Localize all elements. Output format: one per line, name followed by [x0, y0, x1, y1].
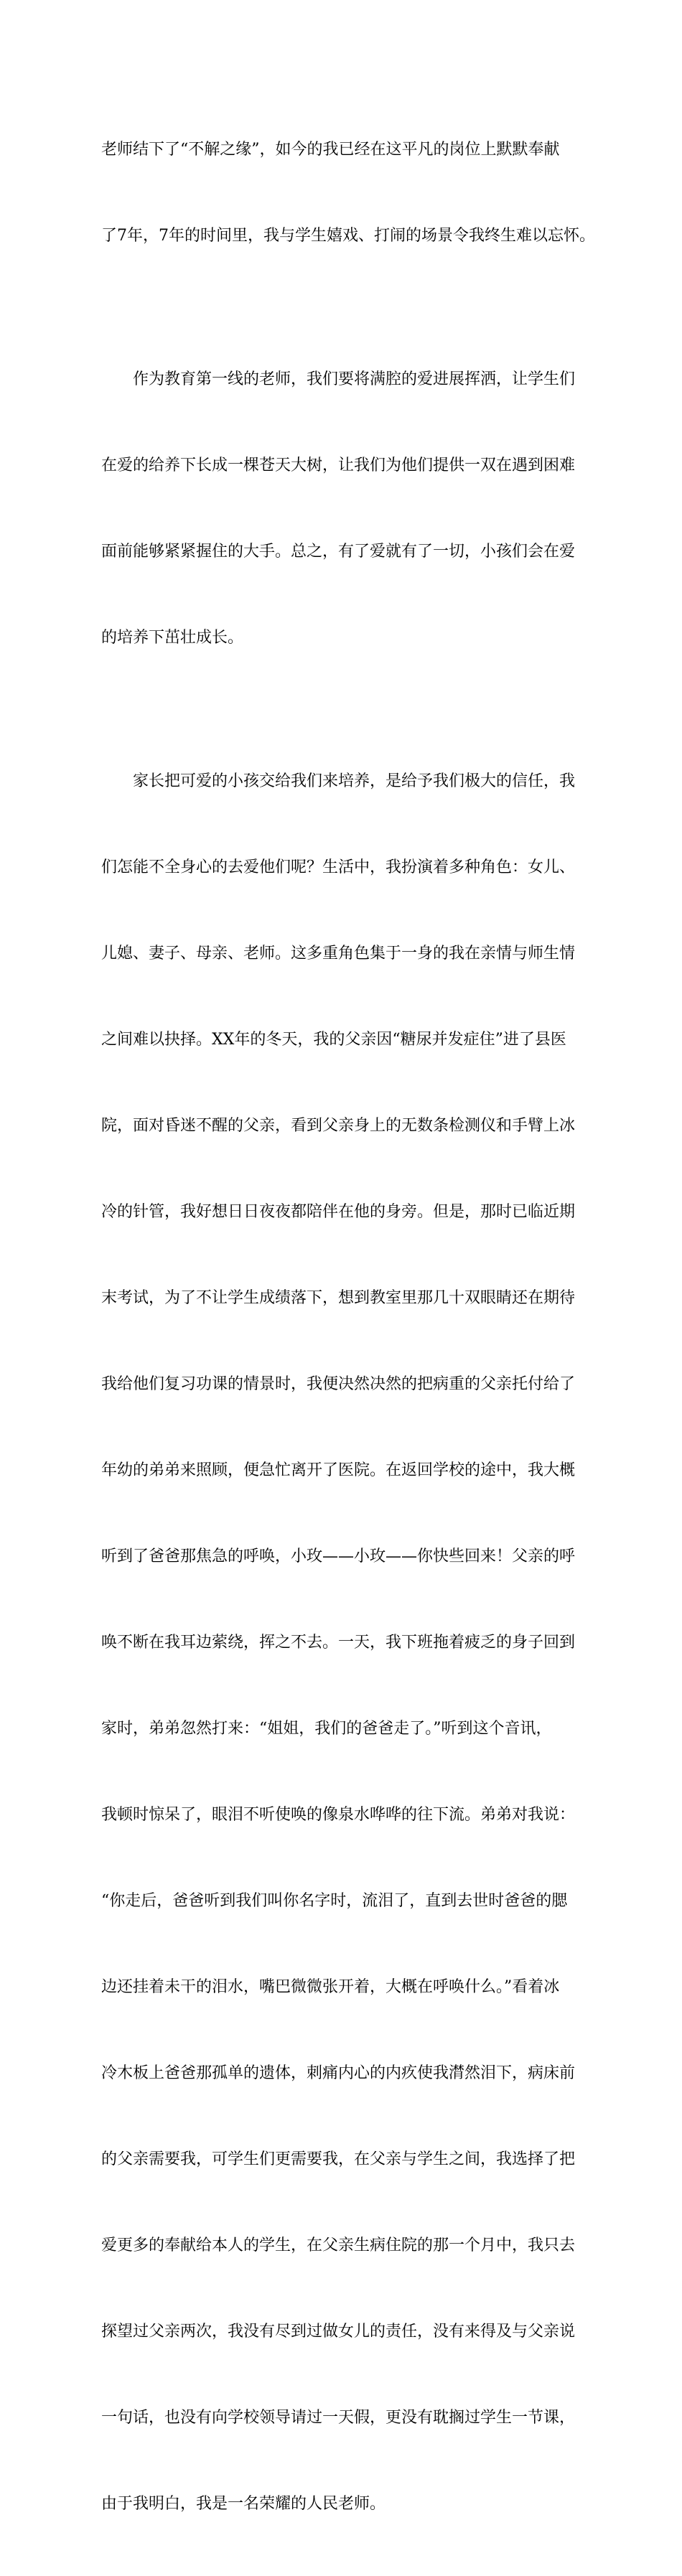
- paragraph-1: [101, 78, 595, 308]
- text-line: 探望过父亲两次，我没有尽到过做女儿的责任，没有来得及与父亲说: [101, 2323, 576, 2341]
- text-line: “你走后，爸爸听到我们叫你名字时，流泪了，直到去世时爸爸的腮: [101, 1892, 568, 1910]
- text-line: 老师结下了“不解之缘”，如今的我已经在这平凡的岗位上默默奉献: [101, 141, 560, 159]
- text-line: 我顿时惊呆了，眼泪不听使唤的像泉水哗哗的往下流。弟弟对我说：: [101, 1806, 576, 1824]
- text-line: 年幼的弟弟来照顾，便急忙离开了医院。在返回学校的途中，我大概: [101, 1461, 576, 1479]
- text-line: 们怎能不全身心的去爱他们呢？生活中，我扮演着多种角色：女儿、: [101, 858, 576, 876]
- text-line: 儿媳、妻子、母亲、老师。这多重角色集于一身的我在亲情与师生情: [101, 945, 576, 963]
- text-line: 家长把可爱的小孩交给我们来培养，是给予我们极大的信任，我: [133, 772, 576, 790]
- text-line: 末考试，为了不让学生成绩落下，想到教室里那几十双眼睛还在期待: [101, 1289, 576, 1307]
- text-line: 院，面对昏迷不醒的父亲，看到父亲身上的无数条检测仪和手臂上冰: [101, 1117, 576, 1135]
- text-line: 的父亲需要我，可学生们更需要我，在父亲与学生之间，我选择了把: [101, 2150, 576, 2168]
- text-line: 一句话，也没有向学校领导请过一天假，更没有耽搁过学生一节课，: [101, 2409, 576, 2427]
- paragraph-2: [101, 308, 582, 710]
- paragraph-3: [101, 710, 582, 2576]
- text-line: 之间难以抉择。XX年的冬天，我的父亲因“糖尿并发症住”进了县医: [101, 1031, 566, 1049]
- text-line: 家时，弟弟忽然打来：“姐姐，我们的爸爸走了。”听到这个音讯，: [101, 1720, 552, 1738]
- text-line: 的培养下茁壮成长。: [101, 629, 244, 647]
- text-line: 冷木板上爸爸那孤单的遗体，刺痛内心的内疚使我潸然泪下，病床前: [101, 2064, 576, 2082]
- text-line: 边还挂着未干的泪水，嘴巴微微张开着，大概在呼唤什么。”看着冰: [101, 1978, 560, 1996]
- text-line: 爱更多的奉献给本人的学生，在父亲生病住院的那一个月中，我只去: [101, 2237, 576, 2254]
- text-line: 听到了爸爸那焦急的呼唤，小玫——小玫——你快些回来！父亲的呼: [101, 1547, 576, 1565]
- body-text: [101, 78, 595, 2576]
- text-line: 作为教育第一线的老师，我们要将满腔的爱进展挥洒，让学生们: [133, 370, 576, 388]
- text-line: 面前能够紧紧握住的大手。总之，有了爱就有了一切，小孩们会在爱: [101, 543, 576, 561]
- text-line: 由于我明白，我是一名荣耀的人民老师。: [101, 2495, 386, 2513]
- text-line: 了7年，7年的时间里，我与学生嬉戏、打闹的场景令我终生难以忘怀。: [101, 227, 595, 245]
- text-line: 冷的针管，我好想日日夜夜都陪伴在他的身旁。但是，那时已临近期: [101, 1203, 576, 1221]
- text-line: 在爱的给养下长成一棵苍天大树，让我们为他们提供一双在遇到困难: [101, 456, 576, 474]
- text-line: 我给他们复习功课的情景时，我便决然决然的把病重的父亲托付给了: [101, 1375, 576, 1393]
- text-line: 唤不断在我耳边萦绕，挥之不去。一天，我下班拖着疲乏的身子回到: [101, 1634, 576, 1652]
